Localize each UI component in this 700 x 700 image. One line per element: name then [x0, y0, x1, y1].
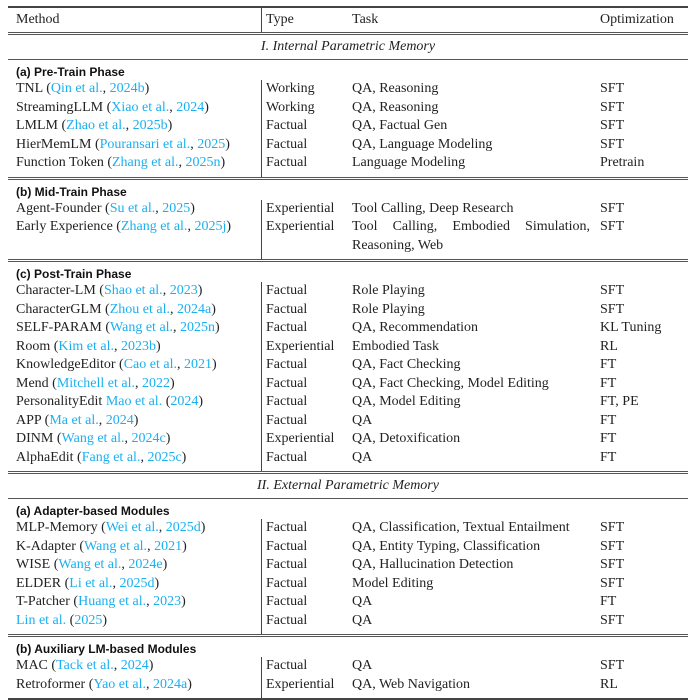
method-name: Agent-Founder — [16, 200, 102, 216]
method-name: DINM — [16, 431, 54, 446]
optimization-cell: SFT — [600, 575, 625, 591]
table-row — [8, 657, 688, 676]
optimization-cell: FT — [600, 412, 617, 428]
citation-year: 2021 — [154, 538, 183, 554]
citation-year: 2025c — [147, 449, 182, 465]
optimization-cell: KL Tuning — [600, 320, 662, 335]
method-cell: KnowledgeEditor (Cao et al., 2021) — [16, 357, 217, 372]
type-cell: Working — [266, 81, 315, 96]
task-cell: QA, Fact Checking, Model Editing — [352, 375, 549, 391]
group-block — [8, 657, 688, 698]
type-cell: Factual — [266, 320, 308, 335]
header-task: Task — [352, 12, 379, 27]
type-cell: Factual — [266, 612, 308, 628]
type-cell: Factual — [266, 575, 308, 591]
table-row — [8, 80, 688, 99]
optimization-cell: FT — [600, 594, 617, 609]
type-cell: Factual — [266, 449, 308, 465]
citation-author: Su et al. — [109, 200, 156, 216]
task-cell: QA, Language Modeling — [352, 136, 493, 152]
method-name: Function Token — [16, 155, 104, 170]
method-cell: Room (Kim et al., 2023b) — [16, 338, 161, 354]
method-cell: HierMemLM (Pouransari et al., 2025) — [16, 136, 230, 152]
group-label: (a) Pre-Train Phase — [16, 65, 125, 79]
group-block — [8, 282, 688, 471]
type-cell: Experiential — [266, 219, 335, 234]
citation-author: Qin et al. — [50, 81, 103, 96]
citation-year: 2021 — [183, 357, 212, 372]
method-cell: PersonalityEdit Mao et al. (2024) — [16, 394, 204, 409]
table-row — [8, 538, 688, 557]
citation-author: Kim et al. — [58, 338, 115, 354]
method-cell: Retroformer (Yao et al., 2024a) — [16, 676, 192, 692]
citation-year: 2025 — [74, 612, 103, 628]
task-cell: QA, Detoxification — [352, 431, 461, 446]
header-optimization: Optimization — [600, 12, 674, 27]
optimization-cell: FT — [600, 375, 617, 391]
task-cell: Model Editing — [352, 575, 434, 591]
method-cell: AlphaEdit (Fang et al., 2025c) — [16, 449, 187, 465]
type-cell: Factual — [266, 155, 308, 170]
task-cell: Language Modeling — [352, 155, 466, 170]
citation-year: 2024 — [176, 99, 205, 115]
method-name: Character-LM — [16, 283, 96, 298]
citation-year: 2025d — [165, 520, 201, 535]
optimization-cell: SFT — [600, 520, 625, 535]
method-name: Mend — [16, 375, 49, 391]
optimization-cell: SFT — [600, 612, 625, 628]
citation-author: Zhang et al. — [120, 219, 188, 234]
type-cell: Experiential — [266, 338, 335, 354]
citation-year: 2025b — [132, 118, 168, 133]
table-row — [8, 430, 688, 449]
citation-author: Yao et al. — [93, 676, 147, 692]
group-block — [8, 519, 688, 634]
optimization-cell: FT — [600, 357, 617, 372]
table-row — [8, 301, 688, 320]
method-name: T-Patcher — [16, 594, 70, 609]
optimization-cell: SFT — [600, 118, 625, 133]
task-cell: Embodied Task — [352, 338, 440, 354]
method-name: TNL — [16, 81, 43, 96]
method-cell: Character-LM (Shao et al., 2023) — [16, 283, 203, 298]
optimization-cell: SFT — [600, 219, 625, 234]
table-row — [8, 218, 688, 255]
task-cell: QA — [352, 449, 373, 465]
table-row — [8, 412, 688, 431]
method-cell: SELF-PARAM (Wang et al., 2025n) — [16, 320, 220, 335]
citation-author: Cao et al. — [123, 357, 177, 372]
method-name: PersonalityEdit — [16, 394, 103, 409]
type-cell: Factual — [266, 557, 308, 572]
citation-author: Li et al. — [69, 575, 113, 591]
group-label: (c) Post-Train Phase — [16, 267, 132, 281]
methods-table — [8, 6, 688, 700]
task-cell: QA, Recommendation — [352, 320, 478, 335]
citation-author: Zhao et al. — [66, 118, 126, 133]
type-cell: Factual — [266, 394, 308, 409]
task-cell: QA, Reasoning — [352, 81, 439, 96]
method-name: KnowledgeEditor — [16, 357, 116, 372]
type-cell: Factual — [266, 118, 308, 133]
citation-year: 2024 — [170, 394, 199, 409]
citation-author: Zhou et al. — [109, 301, 170, 317]
task-cell: Role Playing — [352, 283, 425, 298]
method-name: MLP-Memory — [16, 520, 98, 535]
table-row — [8, 356, 688, 375]
method-cell: K-Adapter (Wang et al., 2021) — [16, 538, 187, 554]
table-row — [8, 593, 688, 612]
citation-author: Xiao et al. — [111, 99, 170, 115]
method-name: Room — [16, 338, 51, 354]
citation-year: 2024a — [153, 676, 188, 692]
method-name: APP — [16, 412, 42, 428]
method-cell: APP (Ma et al., 2024) — [16, 412, 139, 428]
type-cell: Factual — [266, 375, 308, 391]
optimization-cell: SFT — [600, 538, 625, 554]
citation-year: 2024b — [109, 81, 145, 96]
optimization-cell: SFT — [600, 283, 625, 298]
task-cell: QA, Hallucination Detection — [352, 557, 514, 572]
header-row — [8, 8, 688, 32]
task-cell: QA, Model Editing — [352, 394, 461, 409]
table-row — [8, 154, 688, 173]
citation-year: 2024 — [120, 658, 149, 673]
optimization-cell: RL — [600, 338, 618, 354]
method-name: CharacterGLM — [16, 301, 102, 317]
citation-year: 2022 — [142, 375, 170, 391]
citation-year: 2024e — [128, 557, 163, 572]
method-cell: Lin et al. (2025) — [16, 612, 107, 628]
citation-author: Lin et al. — [16, 612, 67, 628]
table-row — [8, 136, 688, 155]
task-cell: QA, Web Navigation — [352, 676, 470, 692]
optimization-cell: SFT — [600, 81, 625, 96]
optimization-cell: SFT — [600, 136, 625, 152]
method-name: ELDER — [16, 575, 62, 591]
method-cell: CharacterGLM (Zhou et al., 2024a) — [16, 301, 216, 317]
type-cell: Factual — [266, 357, 308, 372]
group-label: (b) Mid-Train Phase — [16, 184, 127, 199]
citation-author: Pouransari et al. — [99, 136, 191, 152]
citation-year: 2024 — [105, 412, 134, 428]
citation-year: 2025j — [194, 219, 227, 234]
method-name: WISE — [16, 557, 51, 572]
method-cell: TNL (Qin et al., 2024b) — [16, 81, 150, 96]
citation-author: Wang et al. — [58, 557, 122, 572]
group-block — [8, 200, 688, 260]
method-cell: Agent-Founder (Su et al., 2025) — [16, 200, 195, 216]
citation-author: Wang et al. — [61, 431, 125, 446]
table-row — [8, 375, 688, 394]
method-name: AlphaEdit — [16, 449, 74, 465]
optimization-cell: SFT — [600, 200, 625, 216]
type-cell: Factual — [266, 136, 308, 152]
task-cell: Role Playing — [352, 301, 425, 317]
optimization-cell: FT — [600, 449, 617, 465]
citation-author: Mao et al. — [105, 394, 163, 409]
type-cell: Factual — [266, 412, 308, 428]
task-cell: QA — [352, 412, 373, 428]
citation-author: Fang et al. — [81, 449, 141, 465]
citation-year: 2025n — [185, 155, 221, 170]
type-cell: Factual — [266, 658, 308, 673]
table-row — [8, 338, 688, 357]
group-block — [8, 80, 688, 177]
citation-year: 2023b — [121, 338, 157, 354]
method-cell: ELDER (Li et al., 2025d) — [16, 575, 160, 591]
method-name: StreamingLLM — [16, 99, 104, 115]
optimization-cell: SFT — [600, 99, 625, 115]
method-cell: StreamingLLM (Xiao et al., 2024) — [16, 99, 209, 115]
citation-author: Wang et al. — [84, 538, 148, 554]
type-cell: Factual — [266, 301, 308, 317]
citation-year: 2023 — [169, 283, 198, 298]
method-name: MAC — [16, 658, 48, 673]
type-cell: Experiential — [266, 431, 335, 446]
citation-year: 2025 — [162, 200, 191, 216]
task-cell: QA, Fact Checking — [352, 357, 461, 372]
citation-author: Wei et al. — [105, 520, 159, 535]
task-cell: Tool Calling, Embodied Simulation, Reasoning, Web — [352, 219, 590, 253]
method-name: Early Experience — [16, 219, 113, 234]
type-cell: Factual — [266, 538, 308, 554]
method-cell: LMLM (Zhao et al., 2025b) — [16, 118, 173, 133]
table-row — [8, 99, 688, 118]
task-cell: QA — [352, 612, 373, 628]
citation-author: Huang et al. — [78, 594, 147, 609]
header-type: Type — [266, 12, 294, 27]
citation-author: Shao et al. — [103, 283, 163, 298]
method-cell: Function Token (Zhang et al., 2025n) — [16, 155, 226, 170]
citation-year: 2023 — [153, 594, 182, 609]
task-cell: QA — [352, 594, 373, 609]
header-method: Method — [16, 12, 60, 27]
method-name: SELF-PARAM — [16, 320, 102, 335]
table-row — [8, 519, 688, 538]
table-body — [8, 35, 688, 700]
optimization-cell: SFT — [600, 658, 625, 673]
optimization-cell: RL — [600, 676, 618, 692]
citation-author: Wang et al. — [110, 320, 174, 335]
citation-author: Zhang et al. — [112, 155, 179, 170]
method-cell: DINM (Wang et al., 2024c) — [16, 431, 171, 446]
method-name: K-Adapter — [16, 538, 76, 554]
group-label: (b) Auxiliary LM-based Modules — [16, 642, 197, 656]
method-cell: MAC (Tack et al., 2024) — [16, 658, 154, 673]
section-title: II. External Parametric Memory — [257, 478, 439, 493]
citation-author: Ma et al. — [49, 412, 99, 428]
citation-year: 2025d — [119, 575, 155, 591]
table-row — [8, 117, 688, 136]
citation-year: 2025 — [197, 136, 226, 152]
table-row — [8, 393, 688, 412]
type-cell: Working — [266, 99, 315, 115]
table-row — [8, 575, 688, 594]
type-cell: Factual — [266, 283, 308, 298]
task-cell: QA, Classification, Textual Entailment — [352, 520, 570, 535]
method-cell: T-Patcher (Huang et al., 2023) — [16, 594, 186, 609]
task-cell: QA, Reasoning — [352, 99, 439, 115]
optimization-cell: SFT — [600, 301, 625, 317]
citation-year: 2025n — [180, 320, 216, 335]
type-cell: Experiential — [266, 200, 335, 216]
method-name: LMLM — [16, 118, 58, 133]
citation-year: 2024c — [131, 431, 166, 446]
method-cell: Mend (Mitchell et al., 2022) — [16, 375, 175, 391]
section-title: I. Internal Parametric Memory — [260, 39, 436, 54]
table-row — [8, 556, 688, 575]
citation-author: Mitchell et al. — [56, 375, 135, 391]
method-cell: MLP-Memory (Wei et al., 2025d) — [16, 520, 206, 535]
table-row — [8, 200, 688, 219]
task-cell: QA, Entity Typing, Classification — [352, 538, 541, 554]
citation-author: Tack et al. — [56, 658, 114, 673]
method-name: HierMemLM — [16, 136, 92, 152]
table-row — [8, 319, 688, 338]
task-cell: QA, Factual Gen — [352, 118, 448, 133]
table-row — [8, 676, 688, 695]
method-name: Retroformer — [16, 676, 86, 692]
type-cell: Factual — [266, 520, 308, 535]
optimization-cell: FT — [600, 431, 617, 446]
type-cell: Experiential — [266, 676, 335, 692]
task-cell: Tool Calling, Deep Research — [352, 200, 514, 216]
citation-year: 2024a — [176, 301, 212, 317]
optimization-cell: FT, PE — [600, 394, 639, 409]
method-cell: WISE (Wang et al., 2024e) — [16, 557, 168, 572]
table-row — [8, 282, 688, 301]
group-label: (a) Adapter-based Modules — [16, 504, 170, 518]
type-cell: Factual — [266, 594, 308, 609]
table-row — [8, 449, 688, 468]
optimization-cell: Pretrain — [600, 155, 645, 170]
method-cell: Early Experience (Zhang et al., 2025j) — [16, 219, 231, 234]
table-row — [8, 612, 688, 631]
column-divider — [261, 8, 262, 32]
task-cell: QA — [352, 658, 373, 673]
optimization-cell: SFT — [600, 557, 625, 572]
